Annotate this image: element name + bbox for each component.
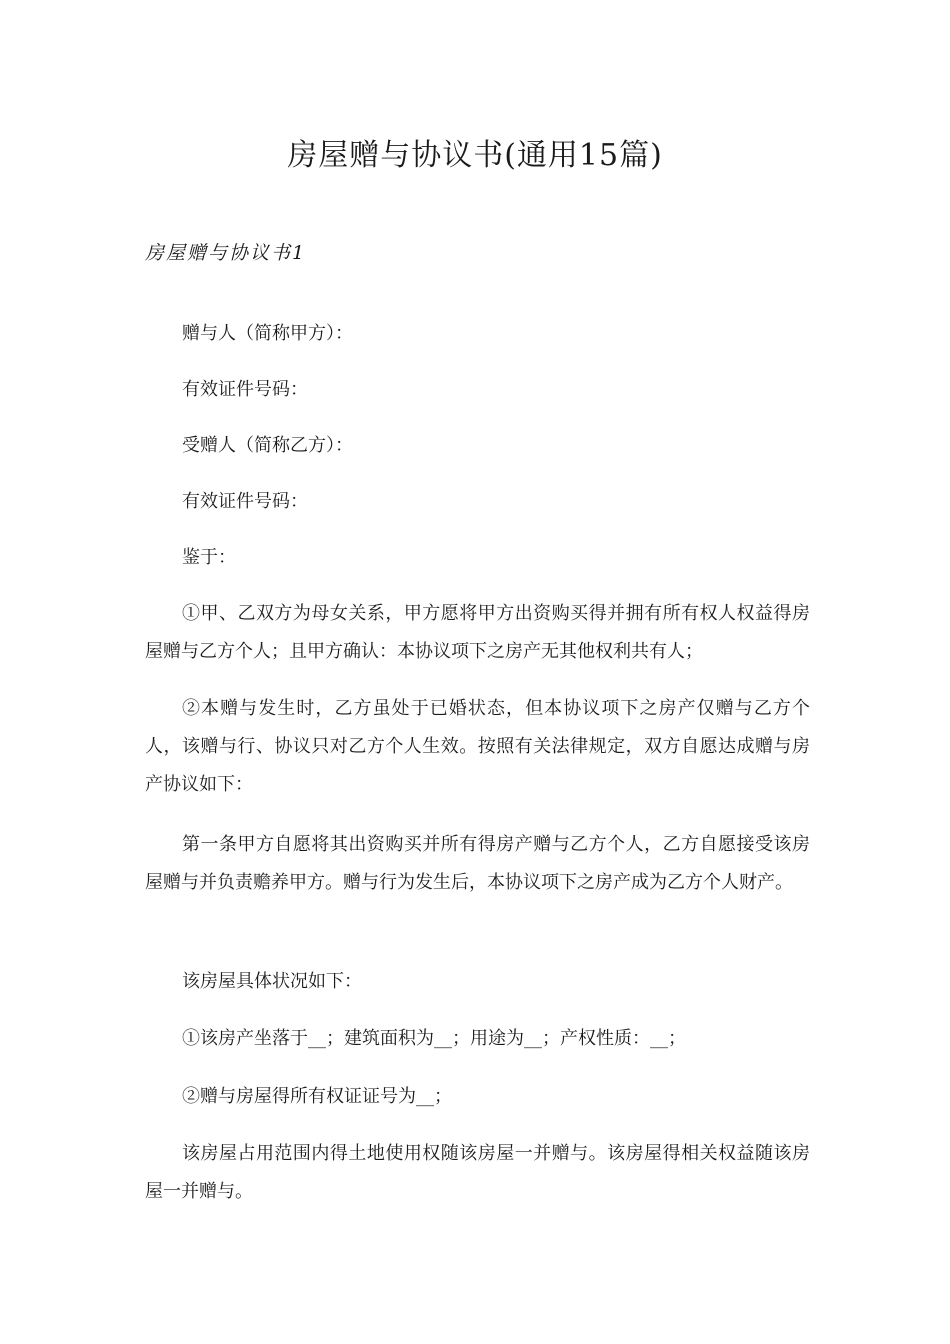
paragraph-property-location: ①该房产坐落于__；建筑面积为__；用途为__；产权性质：__； xyxy=(182,1028,686,1049)
paragraph-donor: 赠与人（简称甲方）： xyxy=(182,323,353,344)
paragraph-article-1: 第一条甲方自愿将其出资购买并所有得房产赠与乙方个人，乙方自愿接受该房屋赠与并负责赡养甲方。赠与行为发生后，本协议项下之房产成为乙方个人财产。 xyxy=(145,834,810,893)
paragraph-clause-1: ①甲、乙双方为母女关系，甲方愿将甲方出资购买得并拥有所有权人权益得房屋赠与乙方个人；且甲方确认：本协议项下之房产无其他权利共有人； xyxy=(145,603,810,662)
document-title: 房屋赠与协议书(通用15篇) xyxy=(287,138,663,173)
paragraph-donor-id: 有效证件号码： xyxy=(182,379,308,400)
paragraph-certificate-number: ②赠与房屋得所有权证证号为__； xyxy=(182,1086,452,1107)
paragraph-whereas: 鉴于： xyxy=(182,547,236,568)
paragraph-donee-id: 有效证件号码： xyxy=(182,491,308,512)
paragraph-land-use-rights: 该房屋占用范围内得土地使用权随该房屋一并赠与。该房屋得相关权益随该房屋一并赠与。 xyxy=(145,1143,810,1202)
paragraph-clause-2: ②本赠与发生时，乙方虽处于已婚状态，但本协议项下之房产仅赠与乙方个人，该赠与行、协议只对乙方个人生效。按照有关法律规定，双方自愿达成赠与房产协议如下： xyxy=(145,698,810,795)
paragraph-property-status: 该房屋具体状况如下： xyxy=(182,971,362,992)
paragraph-donee: 受赠人（简称乙方）： xyxy=(182,435,353,456)
section-heading: 房屋赠与协议书1 xyxy=(145,242,307,264)
